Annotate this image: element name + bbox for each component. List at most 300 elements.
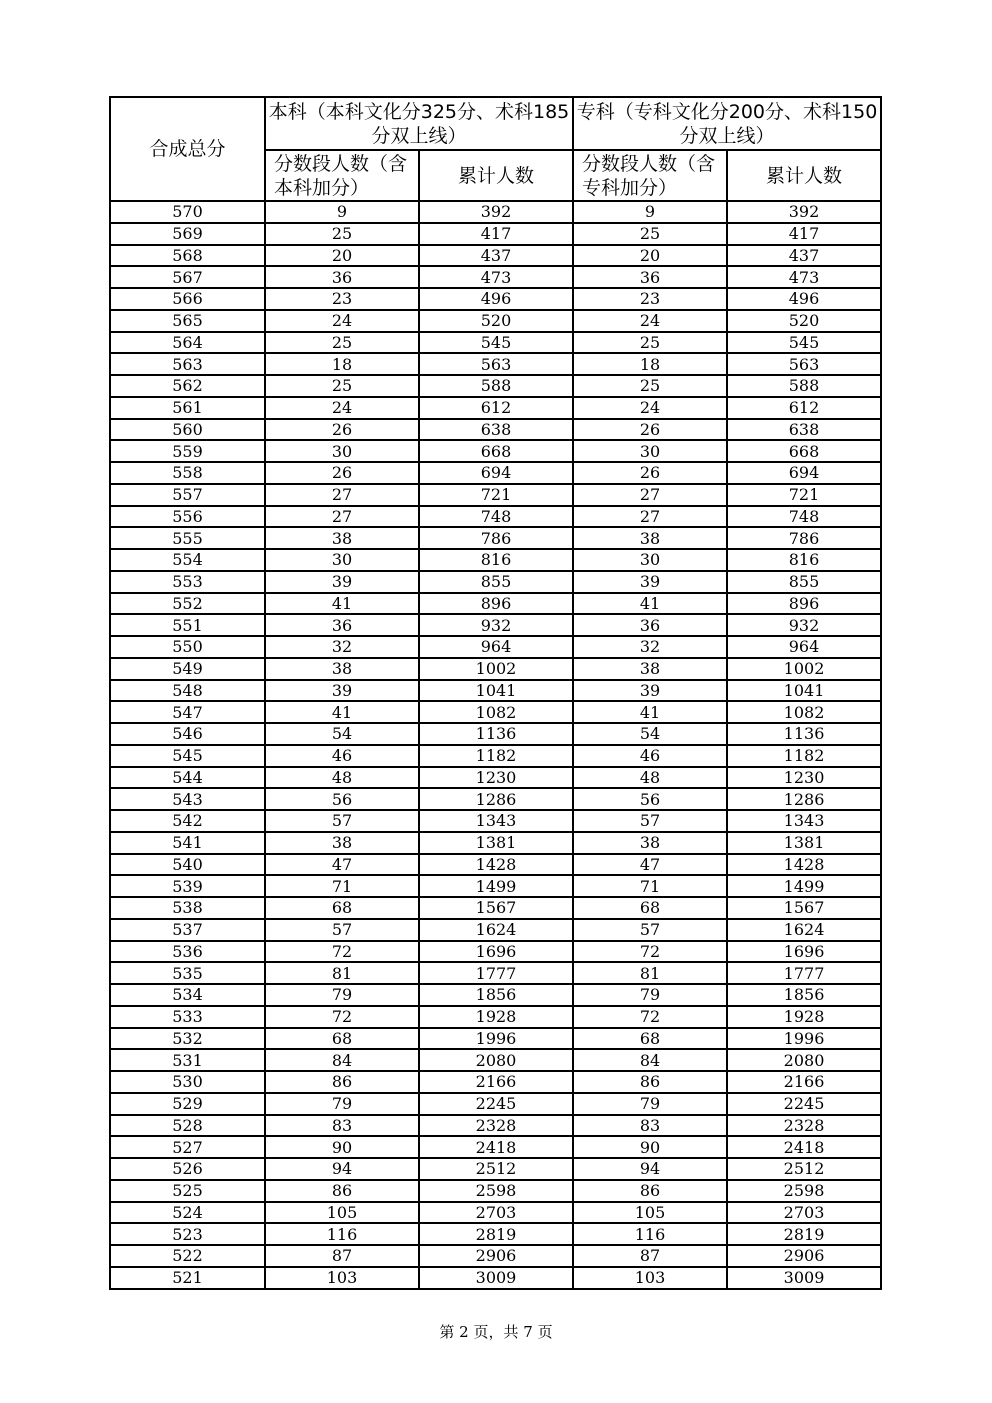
zhuanke-count-cell: 81 <box>573 962 727 984</box>
zhuanke-count-cell: 86 <box>573 1180 727 1202</box>
benke-cumulative-cell: 563 <box>419 353 573 375</box>
score-cell: 564 <box>110 332 265 354</box>
table-row <box>110 1180 881 1202</box>
benke-count-cell: 48 <box>265 767 419 789</box>
benke-count-cell: 87 <box>265 1245 419 1267</box>
zhuanke-count-cell: 47 <box>573 854 727 876</box>
score-cell: 552 <box>110 593 265 615</box>
zhuanke-count-cell: 94 <box>573 1158 727 1180</box>
benke-cumulative-cell: 1343 <box>419 810 573 832</box>
zhuanke-cumulative-cell: 2906 <box>727 1245 881 1267</box>
benke-count-cell: 103 <box>265 1267 419 1289</box>
zhuanke-count-cell: 25 <box>573 375 727 397</box>
benke-count-cell: 24 <box>265 397 419 419</box>
benke-cumulative-cell: 2703 <box>419 1202 573 1224</box>
score-cell: 551 <box>110 614 265 636</box>
table-row <box>110 1223 881 1245</box>
zhuanke-count-cell: 72 <box>573 1006 727 1028</box>
table-row <box>110 288 881 310</box>
table-row <box>110 527 881 549</box>
zhuanke-cumulative-cell: 1696 <box>727 941 881 963</box>
benke-count-cell: 47 <box>265 854 419 876</box>
zhuanke-cumulative-cell: 855 <box>727 571 881 593</box>
score-cell: 543 <box>110 788 265 810</box>
header-group-benke: 本科（本科文化分325分、术科185分双上线） <box>265 97 573 150</box>
zhuanke-cumulative-cell: 748 <box>727 506 881 528</box>
table-row <box>110 506 881 528</box>
zhuanke-count-cell: 48 <box>573 767 727 789</box>
score-cell: 565 <box>110 310 265 332</box>
benke-count-cell: 41 <box>265 701 419 723</box>
benke-count-cell: 94 <box>265 1158 419 1180</box>
benke-count-cell: 54 <box>265 723 419 745</box>
score-cell: 549 <box>110 658 265 680</box>
benke-cumulative-cell: 496 <box>419 288 573 310</box>
zhuanke-cumulative-cell: 896 <box>727 593 881 615</box>
benke-count-cell: 38 <box>265 658 419 680</box>
zhuanke-cumulative-cell: 1996 <box>727 1028 881 1050</box>
zhuanke-cumulative-cell: 1567 <box>727 897 881 919</box>
zhuanke-cumulative-cell: 2080 <box>727 1049 881 1071</box>
benke-cumulative-cell: 932 <box>419 614 573 636</box>
zhuanke-count-cell: 68 <box>573 1028 727 1050</box>
benke-cumulative-cell: 1567 <box>419 897 573 919</box>
table-row <box>110 1202 881 1224</box>
benke-cumulative-cell: 1928 <box>419 1006 573 1028</box>
benke-cumulative-cell: 520 <box>419 310 573 332</box>
zhuanke-cumulative-cell: 2512 <box>727 1158 881 1180</box>
score-cell: 550 <box>110 636 265 658</box>
score-cell: 544 <box>110 767 265 789</box>
zhuanke-cumulative-cell: 1856 <box>727 984 881 1006</box>
zhuanke-cumulative-cell: 964 <box>727 636 881 658</box>
score-cell: 556 <box>110 506 265 528</box>
table-row <box>110 419 881 441</box>
header-benke-cumulative: 累计人数 <box>419 150 573 201</box>
score-cell: 557 <box>110 484 265 506</box>
table-row <box>110 701 881 723</box>
benke-cumulative-cell: 1696 <box>419 941 573 963</box>
zhuanke-cumulative-cell: 1777 <box>727 962 881 984</box>
benke-count-cell: 36 <box>265 266 419 288</box>
score-cell: 541 <box>110 832 265 854</box>
table-row <box>110 941 881 963</box>
score-cell: 528 <box>110 1115 265 1137</box>
zhuanke-count-cell: 41 <box>573 701 727 723</box>
zhuanke-cumulative-cell: 932 <box>727 614 881 636</box>
benke-cumulative-cell: 2080 <box>419 1049 573 1071</box>
table-row <box>110 658 881 680</box>
benke-count-cell: 84 <box>265 1049 419 1071</box>
benke-count-cell: 56 <box>265 788 419 810</box>
zhuanke-count-cell: 36 <box>573 266 727 288</box>
benke-cumulative-cell: 1182 <box>419 745 573 767</box>
zhuanke-cumulative-cell: 694 <box>727 462 881 484</box>
zhuanke-count-cell: 79 <box>573 984 727 1006</box>
score-cell: 539 <box>110 875 265 897</box>
benke-cumulative-cell: 1428 <box>419 854 573 876</box>
score-cell: 522 <box>110 1245 265 1267</box>
table-row <box>110 1049 881 1071</box>
zhuanke-cumulative-cell: 2245 <box>727 1093 881 1115</box>
benke-cumulative-cell: 3009 <box>419 1267 573 1289</box>
table-body <box>110 201 881 1289</box>
zhuanke-cumulative-cell: 1002 <box>727 658 881 680</box>
zhuanke-count-cell: 39 <box>573 571 727 593</box>
zhuanke-cumulative-cell: 2819 <box>727 1223 881 1245</box>
benke-count-cell: 9 <box>265 201 419 223</box>
score-cell: 536 <box>110 941 265 963</box>
score-cell: 533 <box>110 1006 265 1028</box>
score-cell: 546 <box>110 723 265 745</box>
zhuanke-count-cell: 57 <box>573 810 727 832</box>
benke-count-cell: 105 <box>265 1202 419 1224</box>
benke-count-cell: 68 <box>265 897 419 919</box>
header-group-zhuanke: 专科（专科文化分200分、术科150分双上线） <box>573 97 881 150</box>
zhuanke-cumulative-cell: 816 <box>727 549 881 571</box>
benke-count-cell: 116 <box>265 1223 419 1245</box>
table-row <box>110 1006 881 1028</box>
table-row <box>110 745 881 767</box>
benke-count-cell: 30 <box>265 440 419 462</box>
benke-cumulative-cell: 816 <box>419 549 573 571</box>
table-row <box>110 1071 881 1093</box>
benke-cumulative-cell: 786 <box>419 527 573 549</box>
zhuanke-cumulative-cell: 1230 <box>727 767 881 789</box>
zhuanke-cumulative-cell: 437 <box>727 245 881 267</box>
zhuanke-count-cell: 18 <box>573 353 727 375</box>
zhuanke-count-cell: 30 <box>573 440 727 462</box>
score-cell: 547 <box>110 701 265 723</box>
benke-cumulative-cell: 855 <box>419 571 573 593</box>
score-cell: 567 <box>110 266 265 288</box>
score-cell: 570 <box>110 201 265 223</box>
benke-cumulative-cell: 1082 <box>419 701 573 723</box>
zhuanke-cumulative-cell: 392 <box>727 201 881 223</box>
score-cell: 529 <box>110 1093 265 1115</box>
table-row <box>110 984 881 1006</box>
score-distribution-table-container <box>109 96 880 1290</box>
score-cell: 555 <box>110 527 265 549</box>
table-row <box>110 767 881 789</box>
score-cell: 553 <box>110 571 265 593</box>
score-cell: 524 <box>110 1202 265 1224</box>
table-row <box>110 1115 881 1137</box>
zhuanke-count-cell: 90 <box>573 1136 727 1158</box>
zhuanke-cumulative-cell: 545 <box>727 332 881 354</box>
benke-cumulative-cell: 721 <box>419 484 573 506</box>
table-row <box>110 1028 881 1050</box>
benke-count-cell: 79 <box>265 1093 419 1115</box>
score-cell: 548 <box>110 680 265 702</box>
zhuanke-count-cell: 38 <box>573 527 727 549</box>
benke-count-cell: 72 <box>265 1006 419 1028</box>
zhuanke-count-cell: 38 <box>573 832 727 854</box>
zhuanke-count-cell: 79 <box>573 1093 727 1115</box>
table-row <box>110 462 881 484</box>
benke-count-cell: 38 <box>265 832 419 854</box>
score-cell: 569 <box>110 223 265 245</box>
zhuanke-count-cell: 32 <box>573 636 727 658</box>
score-cell: 527 <box>110 1136 265 1158</box>
zhuanke-cumulative-cell: 1136 <box>727 723 881 745</box>
zhuanke-count-cell: 25 <box>573 223 727 245</box>
zhuanke-count-cell: 27 <box>573 484 727 506</box>
zhuanke-count-cell: 41 <box>573 593 727 615</box>
benke-count-cell: 26 <box>265 419 419 441</box>
benke-cumulative-cell: 896 <box>419 593 573 615</box>
zhuanke-count-cell: 39 <box>573 680 727 702</box>
benke-cumulative-cell: 2512 <box>419 1158 573 1180</box>
zhuanke-count-cell: 38 <box>573 658 727 680</box>
benke-count-cell: 79 <box>265 984 419 1006</box>
zhuanke-cumulative-cell: 1082 <box>727 701 881 723</box>
zhuanke-cumulative-cell: 612 <box>727 397 881 419</box>
score-cell: 566 <box>110 288 265 310</box>
benke-count-cell: 25 <box>265 375 419 397</box>
zhuanke-count-cell: 36 <box>573 614 727 636</box>
zhuanke-cumulative-cell: 1381 <box>727 832 881 854</box>
table-row <box>110 549 881 571</box>
benke-count-cell: 27 <box>265 506 419 528</box>
zhuanke-cumulative-cell: 2328 <box>727 1115 881 1137</box>
score-cell: 540 <box>110 854 265 876</box>
benke-cumulative-cell: 1286 <box>419 788 573 810</box>
zhuanke-cumulative-cell: 2166 <box>727 1071 881 1093</box>
score-cell: 534 <box>110 984 265 1006</box>
table-row <box>110 723 881 745</box>
table-row <box>110 310 881 332</box>
benke-count-cell: 30 <box>265 549 419 571</box>
zhuanke-cumulative-cell: 1928 <box>727 1006 881 1028</box>
table-row <box>110 201 881 223</box>
zhuanke-cumulative-cell: 417 <box>727 223 881 245</box>
zhuanke-cumulative-cell: 520 <box>727 310 881 332</box>
zhuanke-cumulative-cell: 3009 <box>727 1267 881 1289</box>
benke-count-cell: 27 <box>265 484 419 506</box>
table-row <box>110 810 881 832</box>
benke-cumulative-cell: 588 <box>419 375 573 397</box>
benke-count-cell: 68 <box>265 1028 419 1050</box>
benke-count-cell: 81 <box>265 962 419 984</box>
benke-cumulative-cell: 1856 <box>419 984 573 1006</box>
benke-cumulative-cell: 1136 <box>419 723 573 745</box>
score-cell: 558 <box>110 462 265 484</box>
zhuanke-cumulative-cell: 1624 <box>727 919 881 941</box>
benke-cumulative-cell: 638 <box>419 419 573 441</box>
benke-count-cell: 46 <box>265 745 419 767</box>
table-row <box>110 854 881 876</box>
benke-cumulative-cell: 2166 <box>419 1071 573 1093</box>
benke-cumulative-cell: 2598 <box>419 1180 573 1202</box>
benke-count-cell: 32 <box>265 636 419 658</box>
benke-cumulative-cell: 1041 <box>419 680 573 702</box>
table-row <box>110 1158 881 1180</box>
benke-cumulative-cell: 1381 <box>419 832 573 854</box>
table-header <box>110 97 881 201</box>
score-cell: 535 <box>110 962 265 984</box>
zhuanke-count-cell: 57 <box>573 919 727 941</box>
benke-cumulative-cell: 1230 <box>419 767 573 789</box>
benke-count-cell: 71 <box>265 875 419 897</box>
score-cell: 542 <box>110 810 265 832</box>
benke-count-cell: 86 <box>265 1071 419 1093</box>
zhuanke-cumulative-cell: 1499 <box>727 875 881 897</box>
score-cell: 521 <box>110 1267 265 1289</box>
score-cell: 537 <box>110 919 265 941</box>
zhuanke-cumulative-cell: 563 <box>727 353 881 375</box>
benke-count-cell: 26 <box>265 462 419 484</box>
zhuanke-count-cell: 23 <box>573 288 727 310</box>
score-cell: 568 <box>110 245 265 267</box>
table-row <box>110 484 881 506</box>
table-row <box>110 614 881 636</box>
zhuanke-count-cell: 9 <box>573 201 727 223</box>
zhuanke-cumulative-cell: 2418 <box>727 1136 881 1158</box>
zhuanke-count-cell: 27 <box>573 506 727 528</box>
benke-count-cell: 57 <box>265 810 419 832</box>
table-row <box>110 1093 881 1115</box>
score-cell: 530 <box>110 1071 265 1093</box>
header-score: 合成总分 <box>110 97 265 201</box>
table-row <box>110 636 881 658</box>
zhuanke-cumulative-cell: 1428 <box>727 854 881 876</box>
table-row <box>110 593 881 615</box>
table-row <box>110 1267 881 1289</box>
benke-count-cell: 38 <box>265 527 419 549</box>
benke-cumulative-cell: 2906 <box>419 1245 573 1267</box>
table-row <box>110 397 881 419</box>
page-footer: 第 2 页，共 7 页 <box>439 1323 553 1341</box>
benke-count-cell: 39 <box>265 680 419 702</box>
benke-cumulative-cell: 1624 <box>419 919 573 941</box>
header-zhuanke-count: 分数段人数（含专科加分） <box>573 150 727 201</box>
zhuanke-count-cell: 103 <box>573 1267 727 1289</box>
benke-cumulative-cell: 417 <box>419 223 573 245</box>
benke-cumulative-cell: 545 <box>419 332 573 354</box>
zhuanke-cumulative-cell: 668 <box>727 440 881 462</box>
score-cell: 559 <box>110 440 265 462</box>
zhuanke-cumulative-cell: 1343 <box>727 810 881 832</box>
table-row <box>110 875 881 897</box>
score-cell: 532 <box>110 1028 265 1050</box>
zhuanke-count-cell: 24 <box>573 310 727 332</box>
benke-count-cell: 86 <box>265 1180 419 1202</box>
zhuanke-count-cell: 72 <box>573 941 727 963</box>
table-row <box>110 680 881 702</box>
benke-cumulative-cell: 473 <box>419 266 573 288</box>
zhuanke-count-cell: 30 <box>573 549 727 571</box>
table-row <box>110 353 881 375</box>
zhuanke-cumulative-cell: 721 <box>727 484 881 506</box>
score-cell: 560 <box>110 419 265 441</box>
benke-count-cell: 24 <box>265 310 419 332</box>
header-benke-count: 分数段人数（含本科加分） <box>265 150 419 201</box>
benke-count-cell: 25 <box>265 223 419 245</box>
benke-count-cell: 36 <box>265 614 419 636</box>
table-row <box>110 223 881 245</box>
benke-cumulative-cell: 437 <box>419 245 573 267</box>
table-row <box>110 332 881 354</box>
zhuanke-count-cell: 26 <box>573 462 727 484</box>
zhuanke-count-cell: 71 <box>573 875 727 897</box>
benke-cumulative-cell: 748 <box>419 506 573 528</box>
score-distribution-table <box>109 96 882 1290</box>
zhuanke-cumulative-cell: 1182 <box>727 745 881 767</box>
benke-cumulative-cell: 694 <box>419 462 573 484</box>
zhuanke-count-cell: 54 <box>573 723 727 745</box>
benke-count-cell: 25 <box>265 332 419 354</box>
benke-cumulative-cell: 1499 <box>419 875 573 897</box>
table-row <box>110 788 881 810</box>
zhuanke-count-cell: 86 <box>573 1071 727 1093</box>
score-cell: 531 <box>110 1049 265 1071</box>
benke-cumulative-cell: 2418 <box>419 1136 573 1158</box>
zhuanke-cumulative-cell: 2703 <box>727 1202 881 1224</box>
benke-count-cell: 41 <box>265 593 419 615</box>
score-cell: 562 <box>110 375 265 397</box>
benke-count-cell: 83 <box>265 1115 419 1137</box>
benke-cumulative-cell: 2819 <box>419 1223 573 1245</box>
zhuanke-count-cell: 20 <box>573 245 727 267</box>
zhuanke-cumulative-cell: 1286 <box>727 788 881 810</box>
benke-cumulative-cell: 612 <box>419 397 573 419</box>
table-row <box>110 440 881 462</box>
benke-count-cell: 23 <box>265 288 419 310</box>
table-row <box>110 1245 881 1267</box>
table-row <box>110 1136 881 1158</box>
score-cell: 545 <box>110 745 265 767</box>
benke-count-cell: 90 <box>265 1136 419 1158</box>
table-row <box>110 571 881 593</box>
table-row <box>110 962 881 984</box>
zhuanke-count-cell: 56 <box>573 788 727 810</box>
zhuanke-count-cell: 46 <box>573 745 727 767</box>
zhuanke-count-cell: 87 <box>573 1245 727 1267</box>
zhuanke-cumulative-cell: 786 <box>727 527 881 549</box>
benke-count-cell: 20 <box>265 245 419 267</box>
benke-cumulative-cell: 2245 <box>419 1093 573 1115</box>
zhuanke-count-cell: 105 <box>573 1202 727 1224</box>
zhuanke-cumulative-cell: 2598 <box>727 1180 881 1202</box>
benke-count-cell: 39 <box>265 571 419 593</box>
score-cell: 526 <box>110 1158 265 1180</box>
benke-cumulative-cell: 1002 <box>419 658 573 680</box>
zhuanke-count-cell: 84 <box>573 1049 727 1071</box>
zhuanke-count-cell: 24 <box>573 397 727 419</box>
header-zhuanke-cumulative: 累计人数 <box>727 150 881 201</box>
zhuanke-cumulative-cell: 496 <box>727 288 881 310</box>
table-row <box>110 375 881 397</box>
table-row <box>110 897 881 919</box>
zhuanke-cumulative-cell: 473 <box>727 266 881 288</box>
score-cell: 538 <box>110 897 265 919</box>
table-row <box>110 919 881 941</box>
benke-count-cell: 18 <box>265 353 419 375</box>
zhuanke-cumulative-cell: 638 <box>727 419 881 441</box>
benke-cumulative-cell: 392 <box>419 201 573 223</box>
zhuanke-count-cell: 26 <box>573 419 727 441</box>
zhuanke-cumulative-cell: 588 <box>727 375 881 397</box>
benke-cumulative-cell: 668 <box>419 440 573 462</box>
benke-count-cell: 72 <box>265 941 419 963</box>
benke-cumulative-cell: 1996 <box>419 1028 573 1050</box>
score-cell: 523 <box>110 1223 265 1245</box>
score-cell: 554 <box>110 549 265 571</box>
benke-count-cell: 57 <box>265 919 419 941</box>
score-cell: 561 <box>110 397 265 419</box>
zhuanke-count-cell: 116 <box>573 1223 727 1245</box>
